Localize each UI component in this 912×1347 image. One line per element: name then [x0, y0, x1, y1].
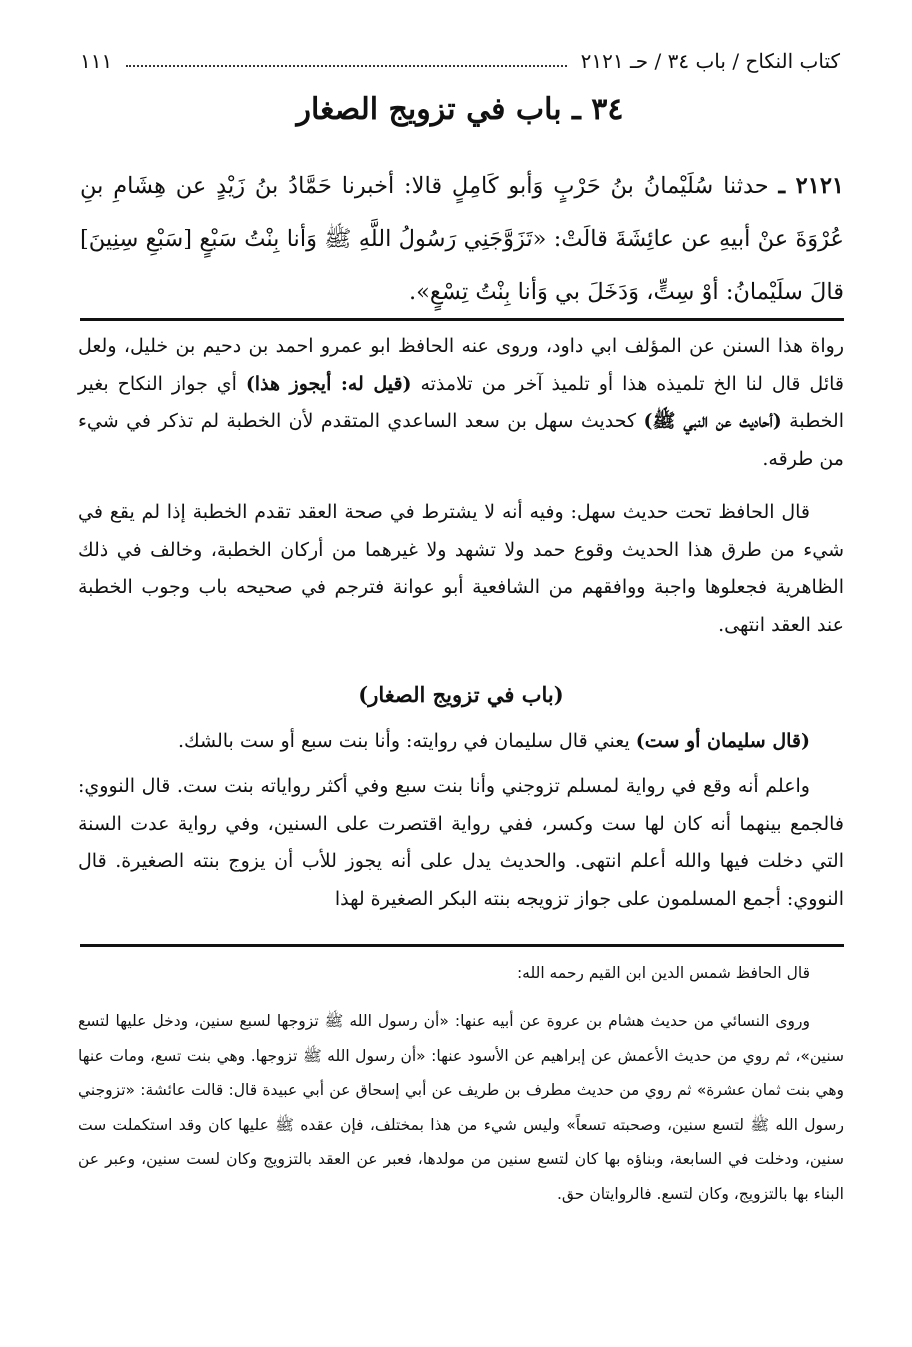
running-title: كتاب النكاح / باب ٣٤ / حـ ٢١٢١ [580, 49, 840, 73]
header-dot-leader [126, 55, 566, 67]
commentary-1-bold-1: (قيل له: أيجوز هذا) [245, 372, 412, 395]
commentary-paragraph-4 [78, 768, 844, 918]
chapter-title: ٣٤ ـ باب في تزويج الصغار [296, 92, 624, 127]
commentary-subheading: (باب في تزويج الصغار) [358, 682, 564, 707]
commentary-1-bold-2: (أحاديث عن النبي ﷺ) [643, 410, 782, 432]
commentary-4-text: واعلم أنه وقع في رواية لمسلم تزوجني وأنا بنت سبع وفي أكثر رواياته بنت ست. قال النووي: فالجمع بينهما أنه كان لها ست وكسر، ففي رواية اقتصرت على السنين، وفي رواية عدت السنة التي دخلت فيها والله أعلم انتهى. والحديث يدل على أنه يجوز للأب أن يزوج بنته الصغيرة. قال النووي: أجمع المسلمون على جواز تزويجه بنته البكر الصغيرة لهذا [78, 775, 844, 910]
page-number: ١١١ [80, 49, 113, 73]
footnote-divider [80, 944, 844, 947]
commentary-paragraph-1 [78, 328, 844, 478]
note-body-text: وروى النسائي من حديث هشام بن عروة عن أبيه عنها: «أن رسول الله ﷺ تزوجها لسبع سنين، ودخل عليها لتسع سنين»، ثم روي من حديث الأعمش عن إبراهيم عن الأسود عنها: «أن رسول الله ﷺ تزوجها. وهي بنت تسع، ومات عنها وهي بنت ثمان عشرة» ثم روي من حديث مطرف بن طريف عن أبي إسحاق عن أبي عبيدة قال: قالت عائشة: «تزوجني رسول الله ﷺ لتسع سنين، وصحبته تسعاً» وليس شيء من هذا بمختلف، فإن عقده ﷺ عليها كان وقد استكملت ست سنين، ودخلت في السابعة، وبناؤه بها كان لتسع سنين من مولدها، فعبر عن العقد بالتزويج وكان لست سنين، وعبر عن البناء بها بالتزويج، وكان لتسع. فالروايتان حق. [78, 1012, 844, 1203]
note-intro-text: قال الحافظ شمس الدين ابن القيم رحمه الله: [516, 964, 810, 982]
hadith-text-block [80, 160, 844, 319]
commentary-1-end: كحديث سهل بن سعد الساعدي المتقدم لأن الخطبة لم تذكر في شيء من طرقه. [78, 410, 844, 470]
hadith-body: حدثنا سُلَيْمانُ بنُ حَرْبٍ وَأبو كَامِلٍ قالا: أخبرنا حَمَّادُ بنُ زَيْدٍ عن هِشَامِ بنِ عُرْوَةَ عنْ أبيهِ عن عائِشَةَ قالَتْ: «تَزَوَّجَنِي رَسُولُ اللَّهِ ﷺ وَأنا بِنْتُ سَبْعٍ [سَبْعِ سِنِينَ] قالَ سلَيْمانُ: أوْ سِتٍّ، وَدَخَلَ بي وَأنا بِنْتُ تِسْعٍ». [80, 173, 844, 305]
commentary-1-middle: أي جواز النكاح بغير الخطبة [78, 372, 844, 432]
commentary-2-text: قال الحافظ تحت حديث سهل: وفيه أنه لا يشترط في صحة العقد تقدم الخطبة إذا لم يقع في شيء من طرق هذا الحديث وقوع حمد ولا تشهد ولا غيرهما من أركان الخطبة، وخالف في ذلك الظاهرية فجعلوها واجبة ووافقهم من الشافعية أبو عوانة فترجم في صحيحه باب وجوب الخطبة عند العقد انتهى. [78, 501, 844, 636]
hadith-number: ٢١٢١ ـ [778, 173, 844, 199]
commentary-3-bold: (قال سليمان أو ست) [635, 730, 810, 752]
commentary-paragraph-3 [78, 723, 844, 761]
commentary-3-text: يعني قال سليمان في روايته: وأنا بنت سبع أو ست بالشك. [177, 730, 630, 752]
note-intro [78, 956, 844, 991]
commentary-paragraph-2 [78, 494, 844, 644]
main-divider [80, 318, 844, 321]
running-header [80, 44, 840, 78]
commentary-1-start: رواة هذا السنن عن المؤلف ابي داود، وروى عنه الحافظ ابو عمرو احمد بن دحيم بن خليل، ولعل قائل قال لنا الخ تلميذه هذا أو تلميذ آخر من تلامذته [78, 335, 844, 395]
note-body [78, 1004, 844, 1211]
